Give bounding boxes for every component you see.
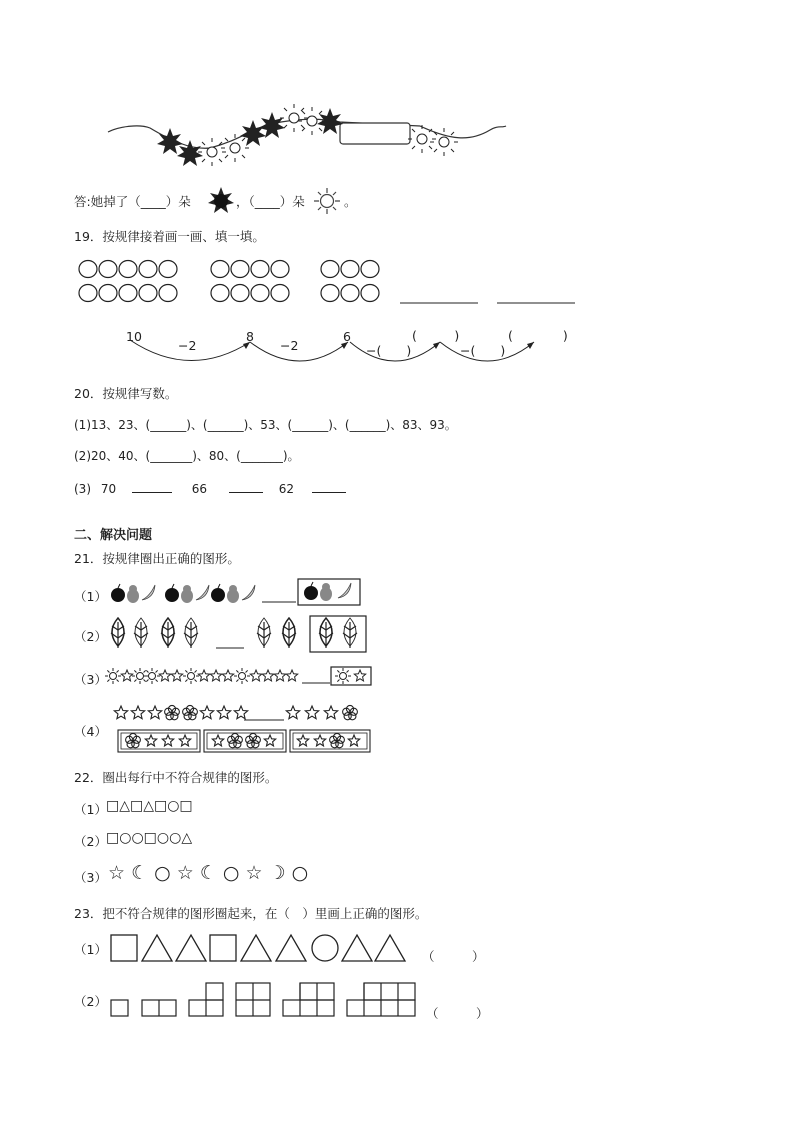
q19-num-1: 10 [126,329,142,344]
q19-op-2: −2 [280,338,299,353]
q20-line-3-val-3: 62 [278,482,294,496]
apple-icon [304,582,318,600]
star-icon [324,706,337,719]
flower-icon [228,733,243,747]
star-icon [217,706,230,719]
q19-paren-2[interactable]: ( ) [508,328,568,343]
q20-line-3-val-1: 70 [100,482,117,496]
q18-separator: ，（ [236,194,255,209]
sun-icon [335,668,351,684]
flower-icon [165,705,180,719]
q20-line-1[interactable]: (1)13、23、(______)、(______)、53、(______)、(______)、83、93。 [74,418,457,432]
q22-label-2: （2） [74,834,107,849]
apple-icon [165,584,179,602]
q19-num-3: 6 [343,329,351,344]
star-icon [264,735,275,746]
star-icon [171,670,182,681]
q19-op-1: −2 [178,338,197,353]
sun-icon [144,668,160,684]
q20-line-3-blank-1[interactable] [132,480,172,493]
light-flower-icon [312,186,342,216]
q18-blank-2[interactable]: ____ [254,194,280,209]
q18-answer-end: 。 [344,194,357,209]
q18-mid-2: ）朵 [279,194,305,209]
q23-answer-paren-1[interactable]: （ ） [422,949,485,964]
star-icon [198,670,209,681]
q19-op-4[interactable]: −( ) [460,343,506,358]
dark-leaf-icon [161,618,175,648]
q23-row-2-grids [0,980,794,1020]
star-icon [297,735,308,746]
pear-icon [181,585,193,603]
q20-line-3-blank-2[interactable] [229,480,263,493]
sun-icon [105,668,121,684]
star-icon [354,670,365,681]
star-icon [305,706,318,719]
q20-title: 20．按规律写数。 [74,386,178,401]
star-icon [121,670,132,681]
light-leaf-icon [134,618,148,648]
q19-title: 19．按规律接着画一画、填一填。 [74,229,265,244]
flower-icon [343,705,358,719]
sun-icon [183,668,199,684]
q18-answer-rest [236,192,305,210]
flower-garland-illustration [0,0,794,180]
q18-blank-1[interactable]: ____ [140,194,166,209]
q22-row-3[interactable]: ☆ ☾ ○ ☆ ☾ ○ ☆ ☽ ○ [108,862,309,884]
q22-label-3: （3） [74,870,107,885]
star-icon [159,670,170,681]
light-leaf-icon [257,618,271,648]
banana-icon [242,585,255,600]
star-icon [148,706,161,719]
star-icon [274,670,285,681]
star-icon [286,706,299,719]
flower-icon [126,733,141,747]
banana-icon [338,583,351,598]
star-icon [162,735,173,746]
q19-num-2: 8 [246,329,254,344]
q20-line-3-label: (3) [74,482,91,496]
q20-line-2[interactable]: (2)20、40、(_______)、80、(_______)。 [74,449,300,463]
star-icon [262,670,273,681]
q22-row-1[interactable]: □△□△□○□ [106,798,193,814]
q18-answer-line [74,192,191,210]
pear-icon [227,585,239,603]
q21-label-1: （1） [74,589,107,604]
q22-row-2[interactable]: □○○□○○△ [106,830,193,846]
apple-icon [111,584,125,602]
star-icon [179,735,190,746]
dark-leaf-icon [319,618,333,648]
flower-icon [330,733,345,747]
q23-title: 23．把不符合规律的图形圈起来，在（ ）里画上正确的图形。 [74,906,428,921]
section-2-title: 二、解决问题 [74,528,153,543]
dark-flower-icon [206,186,236,216]
q20-line-3-val-2: 66 [191,482,208,496]
star-icon [286,670,297,681]
flower-icon [246,733,261,747]
star-icon [131,706,144,719]
star-icon [314,735,325,746]
apple-icon [211,584,225,602]
q21-row-3-stars [0,664,794,694]
q19-op-3[interactable]: −( ) [366,343,412,358]
star-icon [348,735,359,746]
q23-label-1: （1） [74,942,107,957]
dark-leaf-icon [111,618,125,648]
star-icon [222,670,233,681]
star-icon [200,706,213,719]
sun-icon [234,668,250,684]
star-icon [210,670,221,681]
q22-label-1: （1） [74,802,107,817]
q19-paren-1[interactable]: ( ) [412,328,460,343]
q21-label-2: （2） [74,629,107,644]
q23-answer-paren-2[interactable]: （ ） [426,1006,489,1021]
banana-icon [196,585,209,600]
star-icon [145,735,156,746]
star-icon [234,706,247,719]
q21-row-2-leaves [0,612,794,658]
pear-icon [127,585,139,603]
q21-row-1-fruits [0,576,794,616]
q18-answer-pre: 答:她掉了（ [74,194,141,209]
q21-title: 21．按规律圈出正确的图形。 [74,551,240,566]
q21-row-4-shapes [0,702,794,762]
light-leaf-icon [343,618,357,648]
q23-row-1-shapes [0,932,794,968]
q19-answer-lines [0,255,794,315]
pear-icon [320,583,332,601]
q22-title: 22．圈出每行中不符合规律的图形。 [74,770,278,785]
light-leaf-icon [184,618,198,648]
dark-leaf-icon [282,618,296,648]
q20-line-3-blank-3[interactable] [312,480,346,493]
star-icon [212,735,223,746]
q21-label-3: （3） [74,672,107,687]
q20-line-3 [74,480,346,496]
q23-label-2: （2） [74,994,107,1009]
star-icon [250,670,261,681]
q18-mid-1: ）朵 [165,194,191,209]
banana-icon [142,585,155,600]
q21-label-4: （4） [74,724,107,739]
flower-icon [183,705,198,719]
star-icon [114,706,127,719]
